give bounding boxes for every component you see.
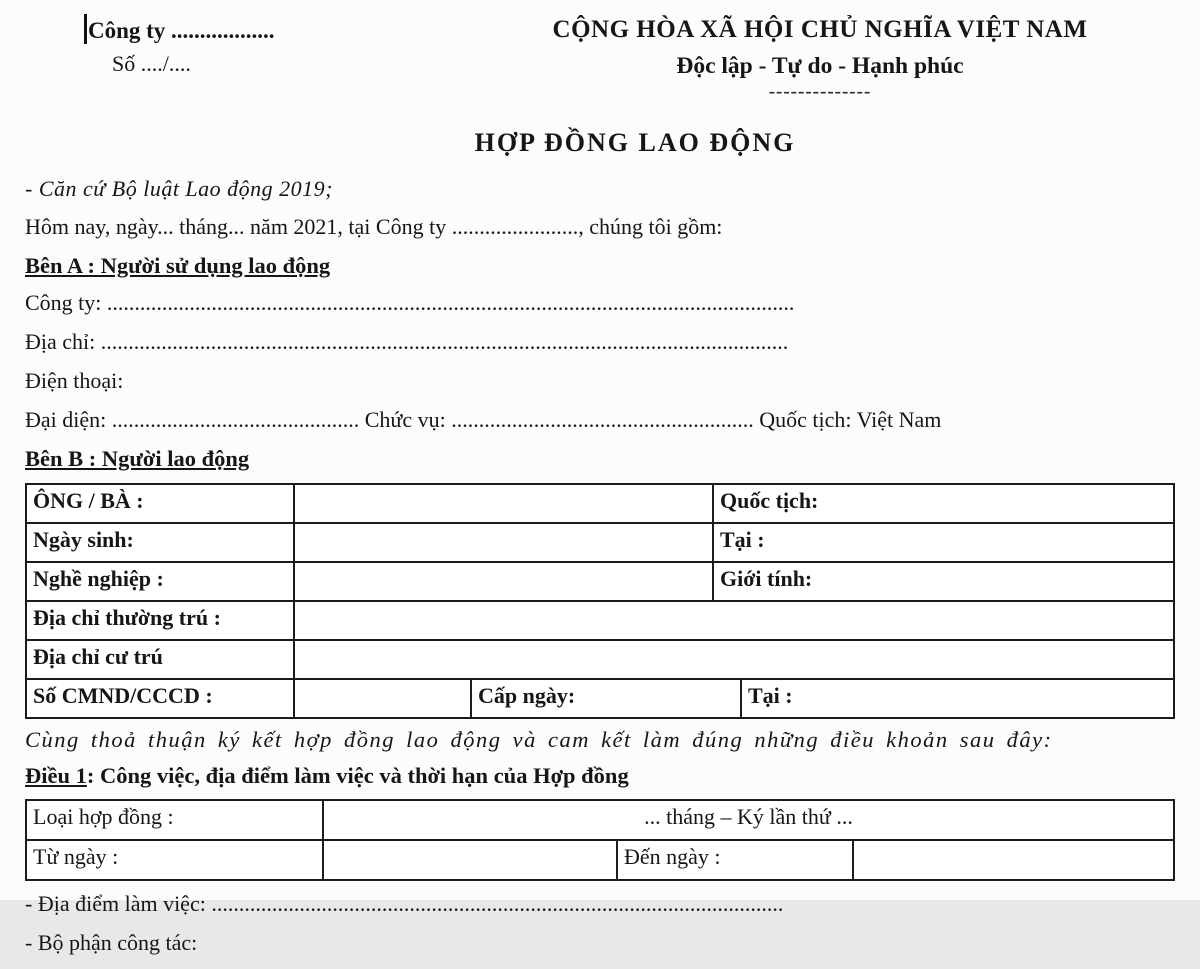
cell-den-ngay-value [854,841,1173,879]
cell-thuong-tru-label: Địa chỉ thường trú : [27,602,295,639]
legal-basis-line: - Căn cứ Bộ luật Lao động 2019; [25,176,333,201]
table-row-occupation [27,563,1173,602]
company-blank-label: Công ty .................. [88,18,275,43]
cell-nghe-nghiep-label: Nghề nghiệp : [27,563,295,600]
table-row-permanent-address [27,602,1173,641]
document-number-line: Số ..../.... [112,51,191,76]
party-a-phone-line: Điện thoại: [25,368,124,393]
cell-ngay-sinh-label: Ngày sinh: [27,524,295,561]
cell-cu-tru-value [295,641,1173,678]
party-b-heading: Bên B : Người lao động [25,446,250,471]
cell-cu-tru-label: Địa chỉ cư trú [27,641,295,678]
cell-tai-label: Tại : [720,527,765,552]
table-row-residence-address [27,641,1173,680]
party-b-table [25,483,1175,719]
party-a-address-line: Địa chỉ: ............................................................................................................................. [25,329,789,354]
article-1-table [25,799,1175,881]
cell-thang-ky-lan-value: ... tháng – Ký lần thứ ... [644,804,853,829]
agreement-line: Cùng thoả thuận ký kết hợp đồng lao động và cam kết làm đúng những điều khoản sau đây: [25,727,1053,752]
table-row-name [27,485,1173,524]
article-1-title: : Công việc, địa điểm làm việc và thời hạn của Hợp đồng [86,763,629,788]
document-title: HỢP ĐỒNG LAO ĐỘNG [474,128,796,157]
table-row-contract-type [27,801,1173,841]
header-left-block [84,14,275,77]
text-cursor-bar [84,14,87,44]
national-title: CỘNG HÒA XÃ HỘI CHỦ NGHĨA VIỆT NAM [552,16,1088,43]
company-number-line [84,14,275,44]
cell-loai-hop-dong-label: Loại hợp đồng : [27,801,324,839]
motto-divider: -------------- [768,81,872,102]
cell-gioi-tinh-label: Giới tính: [720,566,813,591]
cell-nghe-nghiep-value [295,563,714,600]
table-row-id-number [27,680,1173,717]
document-body [25,128,1175,969]
party-a-company-line: Công ty: ............................................................................................................................. [25,290,795,315]
cell-den-ngay-label: Đến ngày : [618,841,854,879]
cell-tu-ngay-label: Từ ngày : [27,841,324,879]
cell-quoc-tich-label: Quốc tịch: [720,488,819,513]
party-a-heading: Bên A : Người sử dụng lao động [25,253,331,278]
cell-cmnd-label: Số CMND/CCCD : [27,680,295,717]
article-1-number: Điều 1 [25,763,87,788]
opening-line: Hôm nay, ngày... tháng... năm 2021, tại Công ty ......................., chúng tôi gồm: [25,214,723,239]
article-1-heading [25,763,1175,789]
national-header-block [460,16,1180,103]
table-row-contract-dates [27,841,1173,879]
table-row-birthdate [27,524,1173,563]
cell-tu-ngay-value [324,841,618,879]
department-line: - Bộ phận công tác: [25,930,198,955]
cell-cap-ngay-label: Cấp ngày: [472,680,742,717]
national-motto: Độc lập - Tự do - Hạnh phúc [676,53,964,79]
cell-cap-tai-label: Tại : [748,683,793,708]
cell-cmnd-value [295,680,472,717]
cell-thuong-tru-value [295,602,1173,639]
work-location-line: - Địa điểm làm việc: ........................................................................................................ [25,891,784,916]
article-1-details [25,891,1175,956]
cell-ngay-sinh-value [295,524,714,561]
cell-ong-ba-label: ÔNG / BÀ : [27,485,295,522]
party-a-representative-line: Đại diện: ............................................. Chức vụ: ....................................................... Quốc tịch: Việt Nam [25,407,942,432]
cell-ong-ba-value [295,485,714,522]
